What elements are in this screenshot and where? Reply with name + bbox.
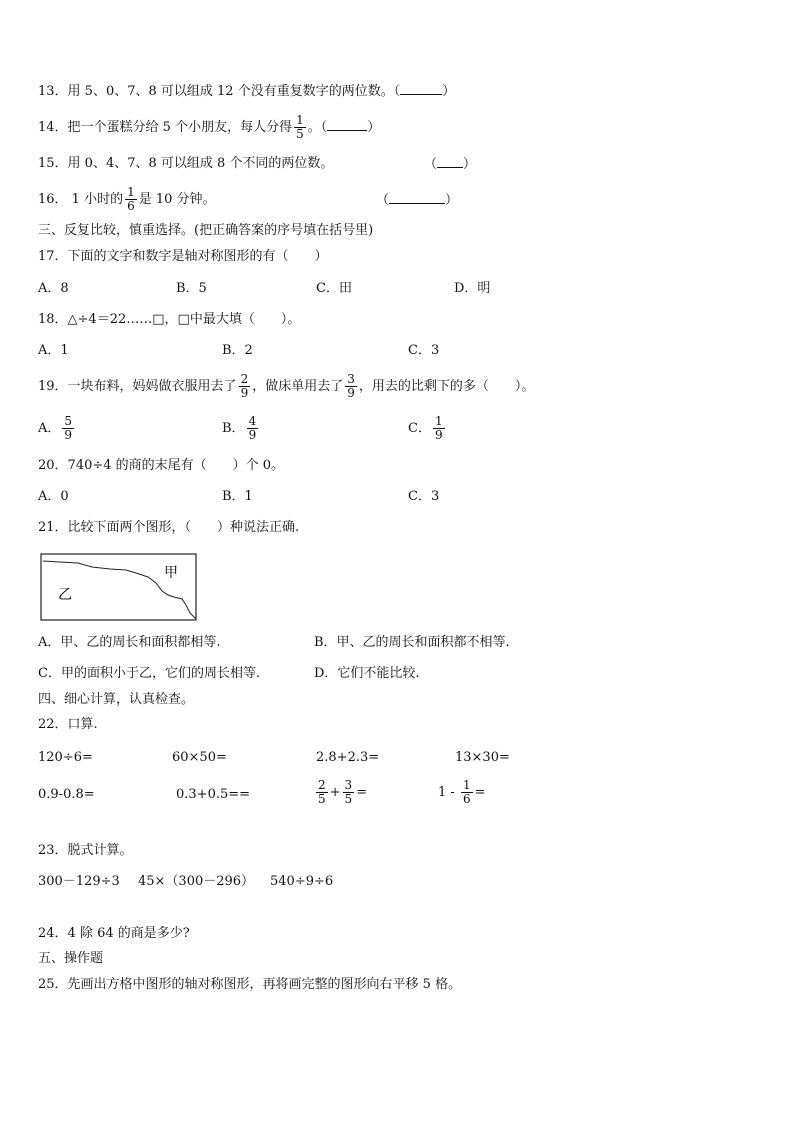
q22-i7-d2: 5: [344, 792, 353, 806]
q22-item-3: 2.8+2.3=: [316, 750, 380, 765]
question-18: [38, 311, 300, 329]
q17-text: 下面的文字和数字是轴对称图形的有（ ）: [67, 249, 328, 264]
q18-text: △÷4＝22……□，□中最大填（ ）。: [67, 312, 301, 327]
q22-i7-frac-2: [343, 779, 355, 806]
q15-answer-paren: [424, 155, 476, 174]
q17-option-c[interactable]: C．田: [316, 281, 352, 296]
q19-f1-num: 2: [240, 372, 249, 386]
q22-i7-n1: 2: [318, 778, 326, 792]
q14-fraction: [294, 114, 306, 141]
q16-text-after: 是 10 分钟。: [138, 192, 216, 207]
q14-text-after: 。（: [307, 120, 328, 135]
q22-i8-frac: [461, 779, 473, 806]
q21-label-jia: 甲: [164, 565, 178, 581]
question-15: [38, 155, 333, 173]
q21-option-c[interactable]: C．甲的面积小于乙，它们的周长相等.: [38, 666, 261, 681]
q19-f2-den: 9: [347, 386, 355, 400]
q14-number: 14．: [38, 120, 68, 135]
q18-option-c[interactable]: C．3: [408, 343, 440, 358]
q22-item-7: [314, 776, 367, 810]
q20-text: 740÷4 的商的末尾有（ ）个 0。: [67, 458, 285, 473]
q19-oa-den: 9: [64, 428, 73, 442]
q16-number: 16．: [38, 192, 68, 207]
q22-i7-eq: =: [356, 785, 368, 800]
q21-label-yi: 乙: [58, 587, 72, 603]
q18-option-b[interactable]: B．2: [222, 343, 253, 358]
question-24: [38, 925, 190, 943]
question-22: [38, 716, 98, 734]
q16-answer-paren: [376, 191, 458, 210]
q22-i7-n2: 3: [344, 778, 353, 792]
q17-option-a[interactable]: A．8: [38, 281, 69, 296]
section-3-heading: 三、反复比较，慎重选择。(把正确答案的序号填在括号里): [38, 223, 374, 238]
q23-item-2: 45×（300－296）: [138, 874, 255, 889]
q22-i8-pre: 1 -: [438, 785, 459, 800]
q16-open: （: [376, 193, 390, 208]
q21-text: 比较下面两个图形，（ ）种说法正确.: [67, 520, 300, 535]
q15-number: 15．: [38, 156, 68, 171]
q22-item-4: 13×30=: [455, 750, 510, 765]
q18-option-a[interactable]: A．1: [38, 343, 69, 358]
q22-item-6: 0.3+0.5==: [176, 787, 251, 802]
q20-option-b[interactable]: B．1: [222, 489, 253, 504]
q20-number: 20．: [38, 458, 68, 473]
q19-ob-den: 9: [248, 428, 257, 442]
q19-option-c[interactable]: [408, 412, 447, 446]
q19-number: 19．: [38, 379, 68, 394]
q23-number: 23．: [38, 843, 68, 858]
q22-i7-op: +: [329, 785, 341, 800]
q15-text: 用 0、4、7、8 可以组成 8 个不同的两位数。: [67, 156, 334, 171]
q20-option-c[interactable]: C．3: [408, 489, 440, 504]
q22-item-2: 60×50=: [172, 750, 227, 765]
q22-number: 22．: [38, 717, 68, 732]
q19-fraction-1: [239, 373, 251, 400]
q19-text-a: 一块布料，妈妈做衣服用去了: [67, 379, 237, 394]
q19-option-b-letter: B．: [222, 421, 245, 436]
question-17: [38, 248, 328, 266]
q16-frac-num: 1: [127, 185, 135, 199]
q13-number: 13．: [38, 84, 68, 99]
q19-option-b[interactable]: [222, 412, 260, 446]
q19-f1-den: 9: [240, 386, 249, 400]
q19-text-c: ，用去的比剩下的多（ ）。: [358, 379, 535, 394]
q19-text-b: ，做床单用去了: [252, 379, 344, 394]
q22-item-8: [438, 776, 485, 810]
q15-answer-blank[interactable]: [437, 155, 463, 168]
q25-text: 先画出方格中图形的轴对称图形，再将画完整的图形向右平移 5 格。: [67, 977, 462, 992]
q23-item-3: 540÷9÷6: [270, 874, 334, 889]
q19-f2-num: 3: [347, 372, 355, 386]
q22-item-5: 0.9-0.8=: [38, 787, 95, 802]
q19-oc-num: 1: [434, 414, 443, 428]
q14-close: ）: [367, 120, 381, 135]
q21-option-a[interactable]: A．甲、乙的周长和面积都相等.: [38, 635, 221, 650]
q19-oc-den: 9: [434, 428, 443, 442]
q21-shape-diagram: [40, 553, 198, 623]
question-25: [38, 976, 461, 994]
q24-text: 4 除 64 的商是多少?: [67, 926, 190, 941]
q14-frac-den: 5: [296, 127, 304, 141]
q21-number: 21．: [38, 520, 68, 535]
q19-option-b-fraction: [247, 415, 259, 442]
q15-open: （: [424, 157, 438, 172]
q19-ob-num: 4: [248, 414, 257, 428]
q22-i8-n: 1: [462, 778, 471, 792]
q23-text: 脱式计算。: [67, 843, 133, 858]
question-16: [38, 185, 216, 215]
q22-i8-eq: =: [474, 785, 486, 800]
q16-fraction: [125, 186, 137, 213]
q19-oa-num: 5: [64, 414, 73, 428]
q16-close: ）: [445, 193, 459, 208]
question-19: [38, 370, 534, 404]
q22-i7-d1: 5: [318, 792, 326, 806]
q24-number: 24．: [38, 926, 68, 941]
q19-option-c-letter: C．: [408, 421, 431, 436]
q22-i8-d: 6: [462, 792, 471, 806]
q13-close: ）: [442, 84, 456, 99]
q15-close: ）: [463, 157, 477, 172]
q14-text: 把一个蛋糕分给 5 个小朋友，每人分得: [67, 120, 293, 135]
q19-option-a[interactable]: [38, 412, 76, 446]
question-23: [38, 842, 133, 860]
q18-number: 18．: [38, 312, 68, 327]
question-20: [38, 457, 284, 475]
section-4-heading: 四、细心计算，认真检查。: [38, 692, 195, 707]
q14-frac-num: 1: [296, 113, 304, 127]
q16-frac-den: 6: [127, 199, 135, 213]
q16-text: 1 小时的: [67, 192, 124, 207]
question-14: [38, 113, 380, 143]
q16-answer-blank[interactable]: [389, 191, 445, 204]
q14-answer-blank[interactable]: [327, 118, 367, 131]
q13-answer-blank[interactable]: [400, 82, 442, 95]
q21-figure: [40, 553, 198, 627]
q17-option-b[interactable]: B．5: [176, 281, 207, 296]
question-21: [38, 519, 299, 537]
q25-number: 25．: [38, 977, 68, 992]
q19-fraction-2: [345, 373, 357, 400]
q22-item-1: 120÷6=: [38, 750, 93, 765]
q19-option-a-fraction: [62, 415, 74, 442]
section-5-heading: 五、操作题: [38, 951, 104, 966]
question-13: [38, 82, 455, 101]
q17-number: 17．: [38, 249, 68, 264]
q19-option-a-letter: A．: [38, 421, 61, 436]
q23-item-1: 300－129÷3: [38, 874, 120, 889]
q19-option-c-fraction: [433, 415, 445, 442]
q13-text: 用 5、0、7、8 可以组成 12 个没有重复数字的两位数。（: [67, 84, 401, 99]
q21-option-d[interactable]: D．它们不能比较.: [314, 666, 420, 681]
q20-option-a[interactable]: A．0: [38, 489, 69, 504]
q22-text: 口算.: [67, 717, 98, 732]
q22-i7-frac-1: [316, 779, 328, 806]
q17-option-d[interactable]: D．明: [454, 281, 491, 296]
q21-option-b[interactable]: B．甲、乙的周长和面积都不相等.: [314, 635, 510, 650]
